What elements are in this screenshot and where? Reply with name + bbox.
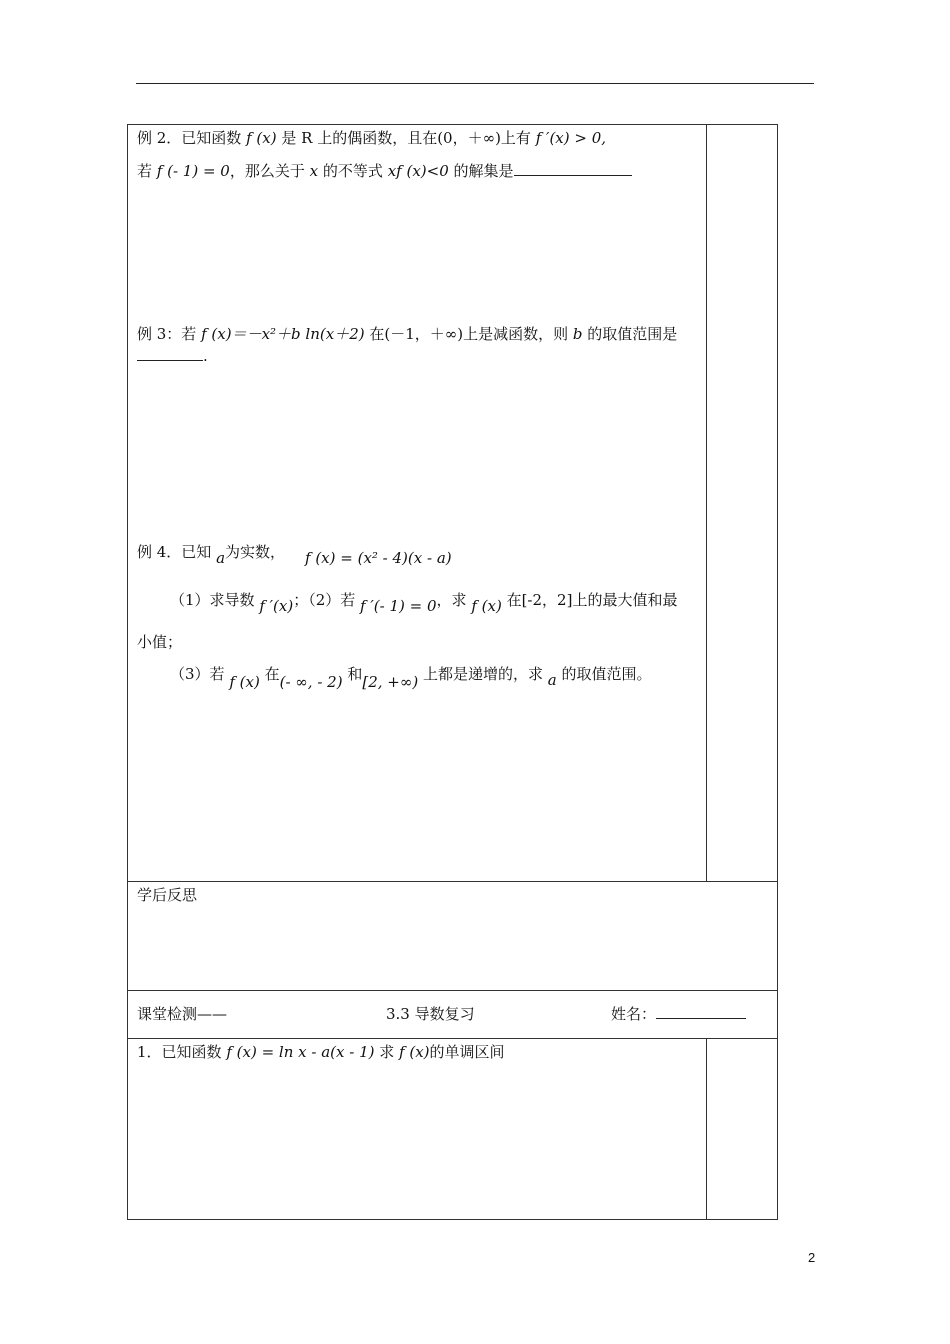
example-4-on-text: 在 [264, 665, 280, 683]
example-4-function-line [305, 548, 452, 568]
example-3-function: f (x)＝－x²＋b ln(x＋2) [201, 325, 365, 343]
example-2-intro: 例 2．已知函数 [137, 129, 242, 147]
reflection-label-text: 学后反思 [137, 886, 198, 904]
examples-table [127, 124, 778, 882]
example-2-answer-blank[interactable] [514, 161, 632, 176]
example-4-line-1 [137, 542, 286, 567]
example-4-max-min-text: 在[-2，2]上的最大值和最 [506, 591, 678, 609]
example-4-part-1: （1）求导数 [170, 591, 255, 609]
example-2-line-1 [137, 128, 606, 148]
example-2-inequality-text: 的不等式 [322, 162, 383, 180]
example-2-solution-set-text: 的解集是 [453, 162, 514, 180]
example-2-line-2 [137, 161, 632, 181]
example-4-range-text: 的取值范围。 [561, 665, 652, 683]
example-4-intro: 例 4．已知 [137, 543, 212, 561]
example-2-value-condition: f (- 1) = 0 [156, 162, 230, 180]
example-2-derivative-condition: f ′(x) > 0, [535, 129, 607, 147]
example-2-variable: x [309, 162, 319, 180]
example-4-part-2: ；（2）若 [293, 591, 356, 609]
quiz-topic [386, 1004, 475, 1024]
question-1-monotonic-text: 的单调区间 [429, 1043, 505, 1061]
example-4-line-3 [137, 632, 182, 652]
example-3-line-2 [137, 346, 208, 366]
example-4-line-4 [170, 664, 652, 691]
example-4-interval-2: [2, +∞) [362, 673, 419, 691]
example-3-variable-b: b [572, 325, 583, 343]
example-2-inequality: xf (x)<0 [387, 162, 449, 180]
example-4-and-text: 和 [347, 665, 363, 683]
example-3-answer-blank[interactable] [137, 346, 203, 361]
question-1-intro: 1．已知函数 [137, 1043, 222, 1061]
quiz-margin-column-divider [706, 1038, 707, 1220]
question-1-function: f (x) = ln x - a(x - 1) [226, 1043, 375, 1061]
example-3-line-1 [137, 324, 677, 344]
example-4-find-text: ，求 [436, 591, 467, 609]
quiz-question-1 [137, 1042, 505, 1062]
example-4-derivative-condition: f ′(- 1) = 0 [360, 597, 437, 615]
example-4-function-ref-2: f (x) [229, 673, 260, 691]
example-4-min-value-text: 小值； [137, 633, 183, 651]
example-2-then-text: ，那么关于 [229, 162, 305, 180]
examples-margin-column-divider [706, 124, 707, 882]
example-2-condition-text: 是 R 上的偶函数，且在(0，＋∞)上有 [281, 129, 531, 147]
example-2-if: 若 [137, 162, 153, 180]
reflection-label [137, 885, 197, 905]
example-4-interval-1: (- ∞, - 2) [279, 673, 343, 691]
reflection-table [127, 881, 778, 991]
example-4-real-number-text: 为实数， [225, 543, 286, 561]
quiz-name-field [611, 1004, 746, 1024]
example-4-part-3: （3）若 [170, 665, 225, 683]
example-4-line-2 [170, 590, 678, 615]
example-3-period: . [203, 347, 208, 365]
example-4-variable-a: a [216, 549, 226, 567]
example-4-function-ref: f (x) [471, 597, 502, 615]
example-2-function: f (x) [246, 129, 277, 147]
quiz-topic-text: 3.3 导数复习 [386, 1005, 475, 1023]
example-3-condition-text: 在(－1，＋∞)上是减函数，则 [369, 325, 569, 343]
quiz-question-table [127, 1038, 778, 1220]
question-1-function-ref: f (x) [399, 1043, 430, 1061]
name-label: 姓名： [611, 1005, 657, 1023]
example-4-derivative: f ′(x) [259, 597, 294, 615]
example-4-variable-a-2: a [547, 671, 557, 689]
name-blank[interactable] [656, 1004, 746, 1019]
example-4-increasing-text: 上都是递增的，求 [423, 665, 544, 683]
quiz-title-text: 课堂检测—— [137, 1005, 228, 1023]
example-3-range-text: 的取值范围是 [587, 325, 678, 343]
page-number: 2 [808, 1250, 816, 1265]
header-rule [136, 83, 814, 84]
example-3-intro: 例 3：若 [137, 325, 197, 343]
example-4-function: f (x) = (x² - 4)(x - a) [305, 549, 452, 567]
quiz-title [137, 1004, 227, 1024]
question-1-find-text: 求 [379, 1043, 395, 1061]
